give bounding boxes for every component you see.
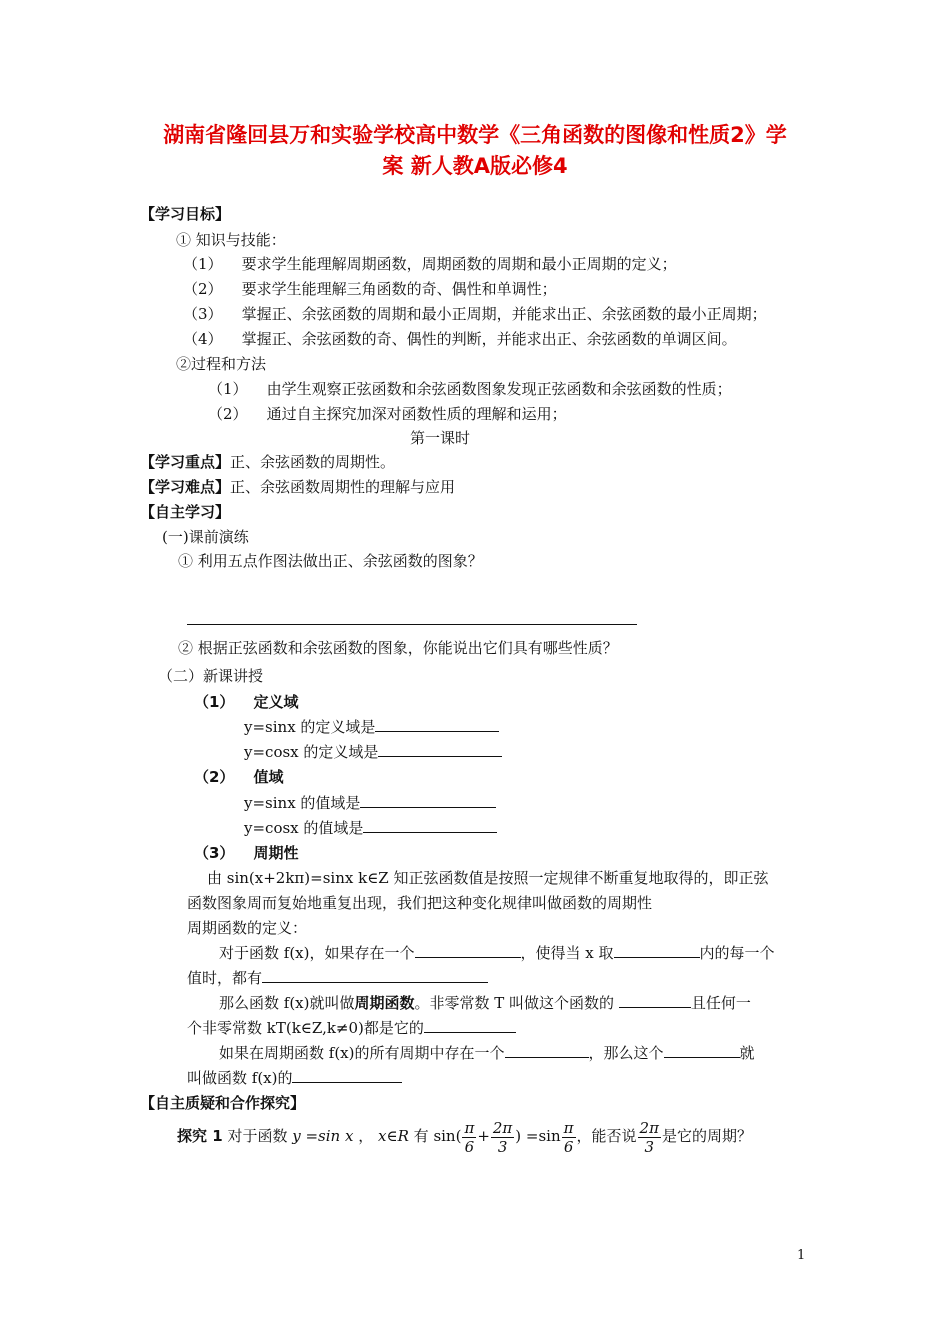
section-range: （2） 值域 — [194, 768, 284, 786]
process-item: （1） 由学生观察正弦函数和余弦函数图象发现正弦函数和余弦函数的性质； — [208, 380, 732, 398]
process-heading: ②过程和方法 — [176, 355, 267, 373]
answer-blank[interactable] — [505, 1043, 589, 1058]
definition-heading: 周期函数的定义： — [187, 919, 308, 937]
objective-item: （3） 掌握正、余弦函数的周期和最小正周期，并能求出正、余弦函数的最小正周期； — [183, 305, 767, 323]
fraction-2pi-over-3: $\frac{2\pi}{3}$ — [639, 1118, 659, 1156]
self-study-heading: 【自主学习】 — [140, 503, 231, 521]
definition-line-6: 叫做函数 f(x)的 — [187, 1068, 402, 1088]
answer-blank[interactable] — [360, 793, 496, 808]
period-para-1: 由 sin(x+2kπ)=sinx k∈Z 知正弦函数值是按照一定规律不断重复地取得的，即正弦 — [207, 869, 769, 887]
section-period: （3） 周期性 — [194, 844, 299, 862]
key-point: 【学习重点】正、余弦函数的周期性。 — [140, 453, 396, 471]
difficulty: 【学习难点】正、余弦函数周期性的理解与应用 — [140, 478, 456, 496]
page-number: 1 — [797, 1248, 806, 1263]
domain-cos: y=cosx 的定义域是 — [244, 742, 502, 762]
answer-blank[interactable] — [375, 717, 499, 732]
definition-line-3: 那么函数 f(x)就叫做周期函数。非零常数 T 叫做这个函数的 且任何一 — [219, 994, 751, 1012]
knowledge-heading: ① 知识与技能： — [176, 231, 286, 249]
fraction-2pi-over-3: $\frac{2\pi}{3}$ — [492, 1118, 513, 1156]
objective-item: （4） 掌握正、余弦函数的奇、偶性的判断，并能求出正、余弦函数的单调区间。 — [183, 330, 737, 348]
explore-question-1: 探究 1 对于函数 y =sin x ， x∈R 有 sin( $\frac{\pi}{6}$ + $\frac{2\pi}{3}$ ) =sin $\frac{\pi}{6}$ ，能否说 $\frac{2\pi}{3}$ 是它的周期？ — [177, 1118, 752, 1156]
range-cos: y=cosx 的值域是 — [244, 818, 497, 838]
answer-blank[interactable] — [363, 818, 497, 833]
answer-blank[interactable] — [262, 968, 488, 983]
definition-line-1: 对于函数 f(x)，如果存在一个 ，使得当 x 取 内的每一个 — [219, 944, 775, 962]
fraction-pi-over-6: $\frac{\pi}{6}$ — [563, 1118, 574, 1156]
lesson-label: 第一课时 — [410, 429, 471, 447]
objectives-heading: 【学习目标】 — [140, 205, 231, 223]
definition-line-2: 值时，都有 — [187, 968, 488, 988]
answer-blank[interactable] — [619, 993, 691, 1008]
answer-blank[interactable] — [292, 1068, 402, 1083]
answer-blank[interactable] — [664, 1043, 740, 1058]
answer-blank[interactable] — [415, 943, 521, 958]
answer-blank[interactable] — [424, 1018, 516, 1033]
definition-line-5: 如果在周期函数 f(x)的所有周期中存在一个 ，那么这个 就 — [219, 1044, 755, 1062]
range-sin: y=sinx 的值域是 — [244, 793, 496, 813]
answer-line — [187, 624, 637, 625]
process-item: （2） 通过自主探究加深对函数性质的理解和运用； — [208, 405, 567, 423]
period-para-2: 函数图象周而复始地重复出现，我们把这种变化规律叫做函数的周期性 — [187, 894, 653, 912]
section-domain: （1） 定义域 — [194, 693, 299, 711]
question-2: ② 根据正弦函数和余弦函数的图象，你能说出它们具有哪些性质？ — [178, 639, 618, 657]
doc-title-line2: 案 新人教A版必修4 — [382, 154, 568, 178]
answer-blank[interactable] — [378, 742, 502, 757]
doc-title-line1: 湖南省隆回县万和实验学校高中数学《三角函数的图像和性质2》学 — [163, 123, 787, 147]
pre-class-heading: (一)课前演练 — [162, 528, 249, 546]
new-lesson-heading: （二）新课讲授 — [158, 667, 264, 685]
explore-heading: 【自主质疑和合作探究】 — [140, 1094, 306, 1112]
fraction-pi-over-6: $\frac{\pi}{6}$ — [464, 1118, 475, 1156]
definition-line-4: 个非零常数 kT(k∈Z,k≠0)都是它的 — [187, 1018, 516, 1038]
objective-item: （1） 要求学生能理解周期函数，周期函数的周期和最小正周期的定义； — [183, 255, 677, 273]
domain-sin: y=sinx 的定义域是 — [244, 717, 499, 737]
objective-item: （2） 要求学生能理解三角函数的奇、偶性和单调性； — [183, 280, 557, 298]
question-1: ① 利用五点作图法做出正、余弦函数的图象？ — [178, 552, 483, 570]
answer-blank[interactable] — [614, 943, 700, 958]
